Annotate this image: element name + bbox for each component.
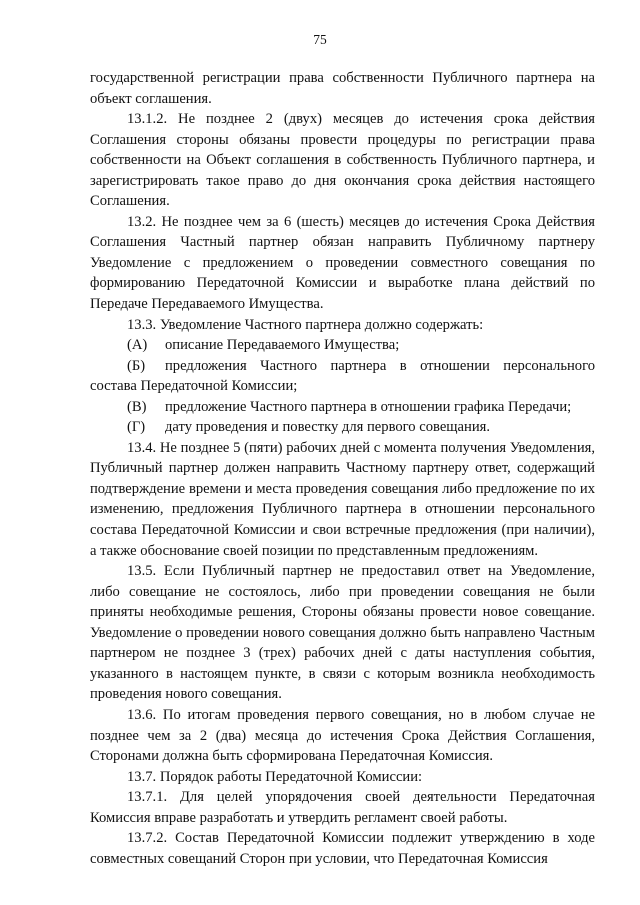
list-item-v (90, 397, 595, 418)
paragraph-13-2: 13.2. Не позднее чем за 6 (шесть) месяцев до истечения Срока Действия Соглашения Частный партнер обязан направить Публичному партнеру Уведомление с предложением о проведении совместного совещания по формированию Передаточной Комиссии и выработке плана действий по Передаче Передаваемого Имущества. (90, 213, 595, 313)
paragraph-13-1-2: 13.1.2. Не позднее 2 (двух) месяцев до истечения срока действия Соглашения стороны обязаны провести процедуры по регистрации права собственности на Объект соглашения в собственность Публичного партнера, и зарегистрировать такое право до дня окончания срока действия настоящего Соглашения. (90, 111, 595, 210)
paragraph-13-7: 13.7. Порядок работы Передаточной Комиссии: (127, 768, 423, 785)
paragraph-13-5: 13.5. Если Публичный партнер не предоставил ответ на Уведомление, либо совещание не состоялось, либо при проведении совещания не были приняты необходимые решения, Стороны обязаны провести новое совещание. Уведомление о проведении нового совещания должно быть направлено Частным партнером не позднее 3 (трех) рабочих дней с даты наступления события, указанного в настоящем пункте, в связи с которым возникла необходимость проведения нового совещания. (90, 563, 595, 703)
list-marker: (В) (127, 398, 147, 415)
list-marker: (А) (127, 337, 148, 354)
paragraph-13-4: 13.4. Не позднее 5 (пяти) рабочих дней с момента получения Уведомления, Публичный партнер должен направить Частному партнеру ответ, содержащий подтверждение времени и места проведения совещания либо предложение по их изменению, предложения Публичного партнера в отношении персонального состава Передаточной Комиссии и свои встречные предложения (при наличии), а также обоснование своей позиции по представленным предложениям. (90, 439, 595, 559)
paragraph-continuation: государственной регистрации права собственности Публичного партнера на объект соглашения. (90, 70, 595, 107)
paragraph-13-7-2: 13.7.2. Состав Передаточной Комиссии подлежит утверждению в ходе совместных совещаний Сторон при условии, что Передаточная Комиссия (90, 830, 595, 867)
list-marker: (Б) (127, 357, 146, 374)
list-item-text: дату проведения и повестку для первого совещания. (165, 419, 490, 436)
list-marker: (Г) (127, 419, 146, 436)
list-item-g (90, 417, 595, 438)
list-item-text: предложения Частного партнера в отношении персонального состава Передаточной Комиссии; (90, 357, 595, 395)
page-number: 75 (313, 32, 327, 47)
list-item-a (90, 335, 595, 356)
paragraph-13-7-1: 13.7.1. Для целей упорядочения своей деятельности Передаточная Комиссия вправе разработать и утвердить регламент своей работы. (90, 789, 595, 826)
document-body (90, 68, 595, 869)
list-item-text: предложение Частного партнера в отношении графика Передачи; (165, 398, 572, 415)
paragraph-13-6: 13.6. По итогам проведения первого совещания, но в любом случае не позднее чем за 2 (два) месяца до истечения Срока Действия Соглашения, Сторонами должна быть сформирована Передаточная Комиссия. (90, 706, 595, 765)
paragraph-13-3: 13.3. Уведомление Частного партнера должно содержать: (127, 316, 484, 333)
list-item-text: описание Передаваемого Имущества; (165, 337, 400, 354)
list-item-b (90, 356, 595, 397)
